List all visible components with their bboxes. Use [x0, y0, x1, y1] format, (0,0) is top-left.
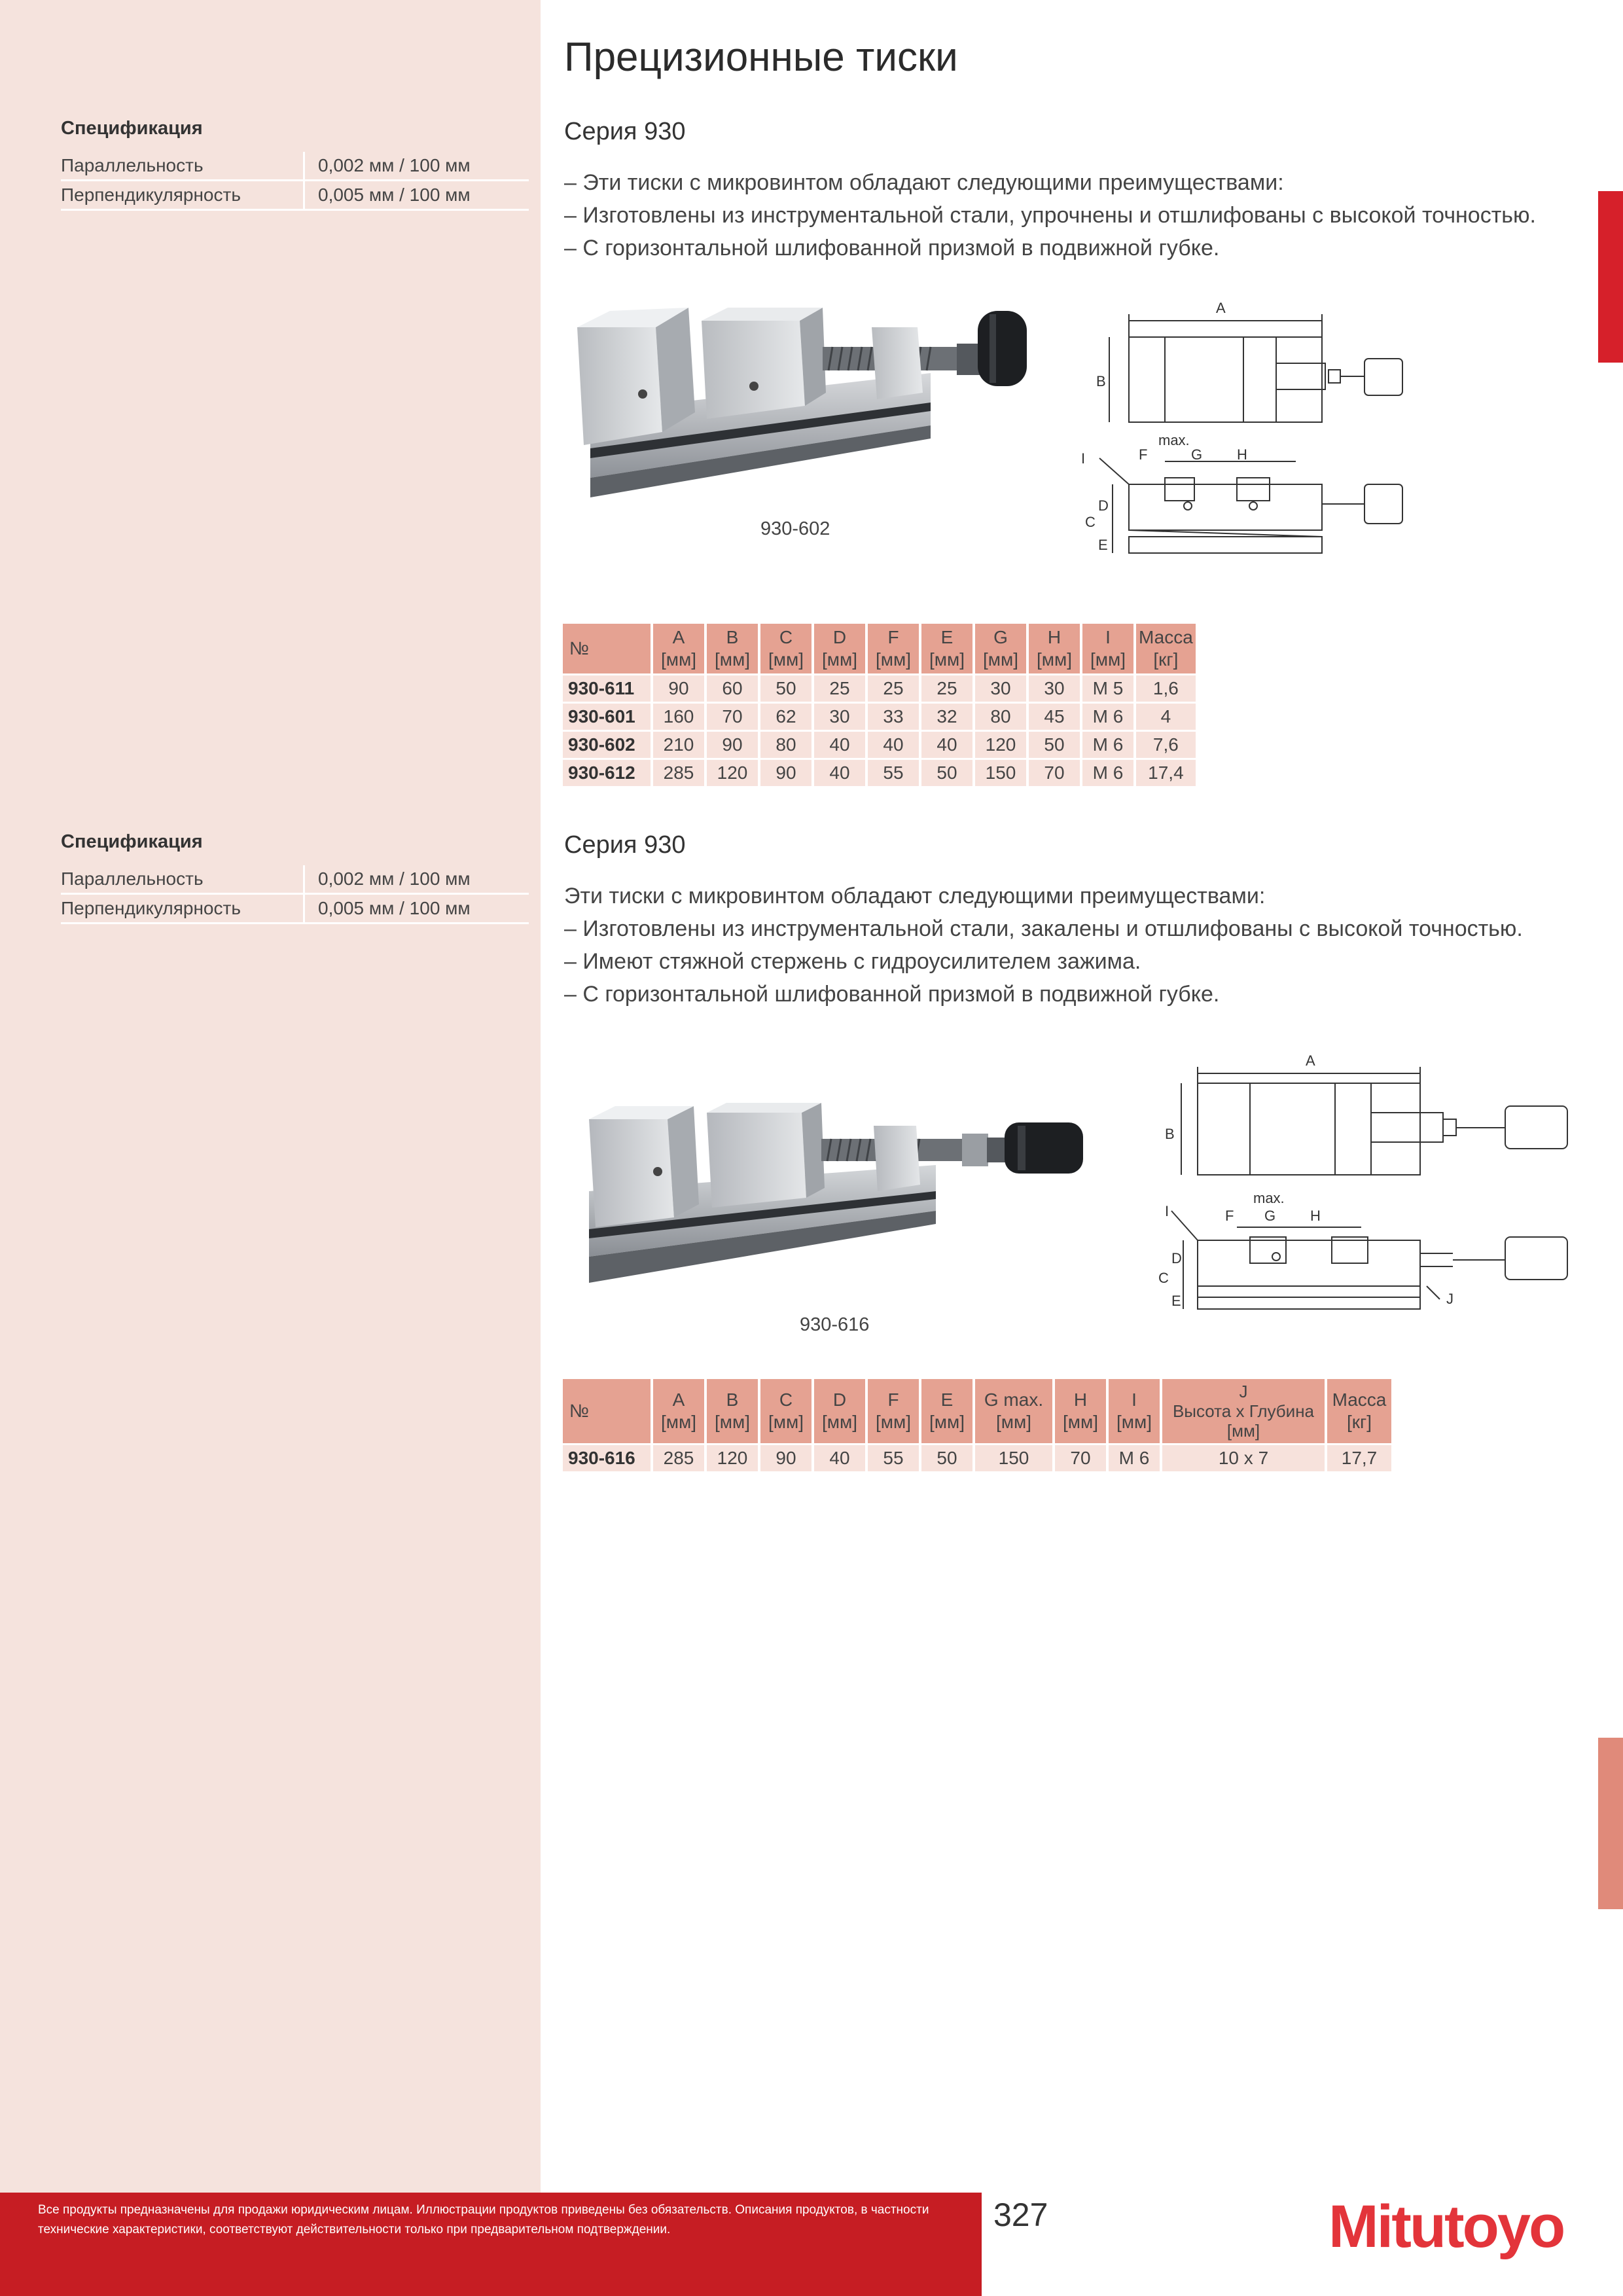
column-header: F [мм]	[868, 1379, 919, 1443]
dim-label: F	[1225, 1208, 1234, 1224]
column-header: I [мм]	[1109, 1379, 1160, 1443]
table-cell: 70	[1055, 1445, 1106, 1471]
spec-heading: Спецификация	[61, 118, 203, 139]
table-cell: 7,6	[1136, 732, 1196, 758]
column-header: №	[563, 1379, 651, 1443]
series-heading: Серия 930	[564, 118, 686, 145]
chapter-tab-marker-red	[1598, 191, 1623, 363]
table-cell: 40	[814, 760, 865, 786]
table-cell: 40	[868, 732, 919, 758]
table-cell: 50	[921, 760, 972, 786]
column-header: E [мм]	[921, 1379, 972, 1443]
table-cell: 70	[707, 704, 758, 730]
table-cell: 4	[1136, 704, 1196, 730]
table-cell: M 6	[1082, 704, 1133, 730]
column-header: E [мм]	[921, 624, 972, 673]
table-cell: 40	[921, 732, 972, 758]
dim-label: E	[1098, 537, 1108, 553]
intro-text: Эти тиски с микровинтом обладают следующими преимуществами:	[564, 884, 1266, 908]
dim-label: max.	[1158, 432, 1190, 448]
dim-label: D	[1098, 497, 1109, 514]
table-cell: 930-601	[563, 704, 651, 730]
dim-label: I	[1165, 1203, 1169, 1219]
dim-label: J	[1446, 1291, 1454, 1307]
table-cell: 55	[868, 1445, 919, 1471]
column-header: H [мм]	[1055, 1379, 1106, 1443]
table-cell: 80	[975, 704, 1026, 730]
table-cell: 40	[814, 732, 865, 758]
left-sidebar	[0, 0, 541, 2296]
column-header: F [мм]	[868, 624, 919, 673]
page-number: 327	[993, 2197, 1048, 2233]
column-header: №	[563, 624, 651, 673]
table-header-row	[563, 624, 1196, 673]
table-cell: 62	[760, 704, 812, 730]
table-cell: M 6	[1109, 1445, 1160, 1471]
table-cell: 120	[707, 1445, 758, 1471]
table-cell: 90	[653, 675, 704, 702]
table-cell: 930-602	[563, 732, 651, 758]
dim-label: E	[1171, 1293, 1181, 1309]
dim-label: C	[1085, 514, 1096, 530]
dimensions-table-930	[560, 622, 1198, 788]
table-row	[563, 704, 1196, 730]
dim-label: B	[1096, 373, 1106, 389]
column-header: I [мм]	[1082, 624, 1133, 673]
table-cell: 210	[653, 732, 704, 758]
spec-row	[61, 894, 529, 924]
table-row	[563, 675, 1196, 702]
table-cell: 40	[814, 1445, 865, 1471]
spec-label: Перпендикулярность	[61, 894, 304, 924]
photo-caption: 930-616	[800, 1314, 870, 1335]
dim-label: H	[1310, 1208, 1321, 1224]
table-cell: 120	[975, 732, 1026, 758]
product-description	[564, 166, 1284, 199]
table-cell: 50	[760, 675, 812, 702]
dim-label: D	[1171, 1250, 1182, 1266]
table-row	[563, 732, 1196, 758]
table-cell: 285	[653, 760, 704, 786]
table-cell: M 5	[1082, 675, 1133, 702]
technical-drawing-930-602	[1067, 288, 1407, 576]
dim-label: A	[1216, 300, 1226, 316]
page-title: Прецизионные тиски	[564, 35, 958, 80]
feature-item: – С горизонтальной шлифованной призмой в подвижной губке.	[564, 978, 1523, 1011]
intro-text: – Эти тиски с микровинтом обладают следующими преимуществами:	[564, 166, 1284, 199]
column-header: J Высота х Глубина [мм]	[1162, 1379, 1325, 1443]
column-header: D [мм]	[814, 624, 865, 673]
column-header: A [мм]	[653, 1379, 704, 1443]
table-cell: 90	[707, 732, 758, 758]
dim-label: A	[1306, 1052, 1315, 1069]
table-cell: 17,7	[1327, 1445, 1391, 1471]
spec-row	[61, 865, 529, 894]
dim-label: max.	[1253, 1190, 1285, 1206]
chapter-tab-marker-salmon	[1598, 1738, 1623, 1909]
spec-label: Параллельность	[61, 865, 304, 894]
feature-list	[564, 199, 1536, 264]
table-cell: 70	[1029, 760, 1080, 786]
column-header: A [мм]	[653, 624, 704, 673]
table-cell: 150	[975, 760, 1026, 786]
table-cell: 90	[760, 760, 812, 786]
table-cell: 32	[921, 704, 972, 730]
feature-list	[564, 912, 1523, 1011]
table-cell: 25	[868, 675, 919, 702]
table-cell: 30	[975, 675, 1026, 702]
spec-value: 0,005 мм / 100 мм	[304, 181, 529, 210]
table-row	[563, 760, 1196, 786]
table-cell: 285	[653, 1445, 704, 1471]
table-cell: 30	[814, 704, 865, 730]
dim-label: G	[1191, 446, 1203, 463]
column-header: D [мм]	[814, 1379, 865, 1443]
dim-label: F	[1139, 446, 1148, 463]
column-header: H [мм]	[1029, 624, 1080, 673]
footer-disclaimer: Все продукты предназначены для продажи юридическим лицам. Иллюстрации продуктов приведены без обязательств. Описания продуктов, в частности технические характеристики, соответствуют действительности только при предварительном подтверждении.	[38, 2203, 929, 2236]
spec-table	[61, 152, 529, 211]
column-header: B [мм]	[707, 1379, 758, 1443]
table-cell: 55	[868, 760, 919, 786]
table-cell: 60	[707, 675, 758, 702]
spec-row	[61, 181, 529, 210]
dim-label: I	[1081, 450, 1086, 467]
spec-table	[61, 865, 529, 924]
column-header: Масса [кг]	[1136, 624, 1196, 673]
dim-label: C	[1158, 1270, 1169, 1286]
table-cell: M 6	[1082, 732, 1133, 758]
table-cell: 930-611	[563, 675, 651, 702]
table-cell: 25	[921, 675, 972, 702]
spec-value: 0,002 мм / 100 мм	[304, 152, 529, 181]
vise-photo-930-616	[576, 1060, 1099, 1302]
table-cell: 1,6	[1136, 675, 1196, 702]
brand-logo: Mitutoyo	[1329, 2193, 1564, 2260]
dim-label: G	[1264, 1208, 1276, 1224]
spec-value: 0,002 мм / 100 мм	[304, 865, 529, 894]
table-cell: 930-616	[563, 1445, 651, 1471]
dim-label: H	[1237, 446, 1247, 463]
table-cell: 90	[760, 1445, 812, 1471]
product-description	[564, 880, 1265, 912]
column-header: B [мм]	[707, 624, 758, 673]
series-heading: Серия 930	[564, 831, 686, 859]
vise-photo-930-602	[564, 281, 1035, 511]
photo-caption: 930-602	[760, 518, 830, 539]
table-cell: 120	[707, 760, 758, 786]
column-header: G max. [мм]	[975, 1379, 1052, 1443]
table-cell: 50	[1029, 732, 1080, 758]
table-cell: 33	[868, 704, 919, 730]
table-cell: 45	[1029, 704, 1080, 730]
table-cell: M 6	[1082, 760, 1133, 786]
spec-value: 0,005 мм / 100 мм	[304, 894, 529, 924]
table-cell: 25	[814, 675, 865, 702]
table-cell: 17,4	[1136, 760, 1196, 786]
feature-item: – Имеют стяжной стержень с гидроусилителем зажима.	[564, 945, 1523, 978]
column-header: C [мм]	[760, 624, 812, 673]
column-header: G [мм]	[975, 624, 1026, 673]
table-cell: 50	[921, 1445, 972, 1471]
feature-item: – Изготовлены из инструментальной стали, упрочнены и отшлифованы с высокой точностью.	[564, 199, 1536, 232]
spec-heading: Спецификация	[61, 831, 203, 852]
feature-item: – С горизонтальной шлифованной призмой в подвижной губке.	[564, 232, 1536, 264]
table-cell: 150	[975, 1445, 1052, 1471]
column-header: Масса [кг]	[1327, 1379, 1391, 1443]
feature-item: – Изготовлены из инструментальной стали, закалены и отшлифованы с высокой точностью.	[564, 912, 1523, 945]
spec-label: Параллельность	[61, 152, 304, 181]
dim-label: B	[1165, 1126, 1175, 1142]
technical-drawing-930-616	[1145, 1041, 1577, 1329]
table-cell: 160	[653, 704, 704, 730]
dimensions-table-930-616	[560, 1377, 1394, 1473]
table-cell: 80	[760, 732, 812, 758]
table-cell: 30	[1029, 675, 1080, 702]
table-row	[563, 1445, 1391, 1471]
table-header-row	[563, 1379, 1391, 1443]
spec-label: Перпендикулярность	[61, 181, 304, 210]
table-cell: 930-612	[563, 760, 651, 786]
spec-row	[61, 152, 529, 181]
column-header: C [мм]	[760, 1379, 812, 1443]
table-cell: 10 x 7	[1162, 1445, 1325, 1471]
